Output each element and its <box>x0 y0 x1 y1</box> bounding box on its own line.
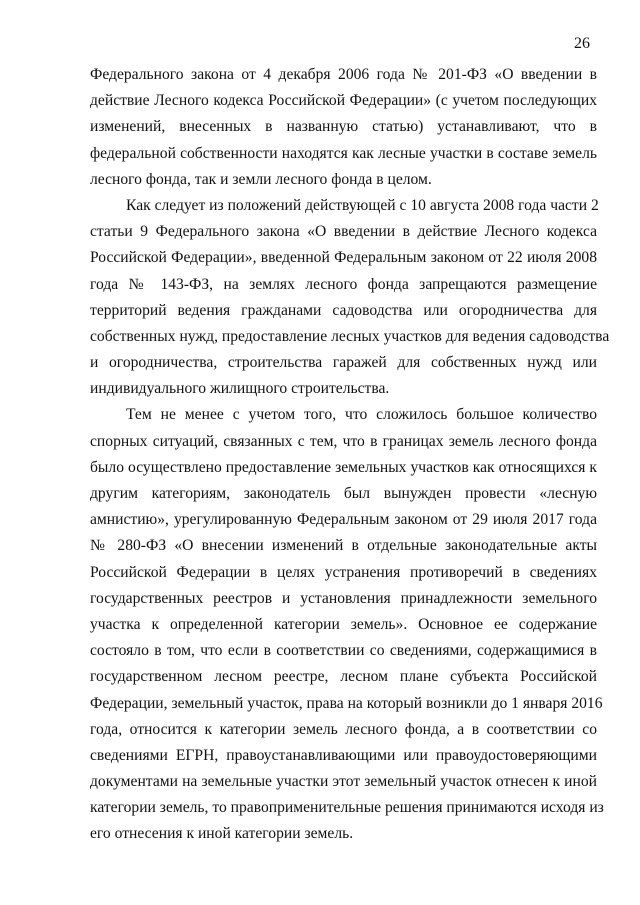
text-line: № 280-ФЗ «О внесении изменений в отдельные законодательные акты <box>90 537 597 555</box>
text-line: участка к определенной категории земель». Основное ее содержание <box>90 615 597 633</box>
text-line: года, относится к категории земель лесного фонда, а в соответствии со <box>90 720 597 738</box>
text-line: документами на земельные участки этот земельный участок отнесен к иной <box>90 773 597 791</box>
text-line: действие Лесного кодекса Российской Федерации» (с учетом последующих <box>90 92 597 110</box>
paragraph-3 <box>90 402 604 847</box>
text-line: года № 143-ФЗ, на землях лесного фонда запрещаются размещение <box>90 275 597 293</box>
text-line: Федерального закона от 4 декабря 2006 года № 201-ФЗ «О введении в <box>90 66 597 83</box>
paragraph-1 <box>90 62 597 193</box>
text-line: Тем не менее с учетом того, что сложилось большое количество <box>126 406 597 424</box>
text-line: лесного фонда, так и земли лесного фонда в целом. <box>90 170 432 188</box>
text-line: другим категориям, законодатель был вынужден провести «лесную <box>90 485 597 502</box>
document-body <box>90 62 610 848</box>
text-line: изменений, внесенных в названную статью) устанавливают, что в <box>90 118 597 136</box>
text-line: его отнесения к иной категории земель. <box>90 825 354 843</box>
text-line: Российской Федерации в целях устранения противоречий в сведениях <box>90 563 597 581</box>
text-line: собственных нужд, предоставление лесных участков для ведения садоводства <box>90 327 610 345</box>
text-line: индивидуального жилищного строительства. <box>90 380 390 398</box>
text-line: государственном лесном реестре, лесном плане субъекта Российской <box>90 668 597 686</box>
text-line: Как следует из положений действующей с 10 августа 2008 года части 2 <box>126 196 599 214</box>
text-line: государственных реестров и установления принадлежности земельного <box>90 589 597 607</box>
text-line: сведениями ЕГРН, правоустанавливающими или правоудостоверяющими <box>90 746 597 764</box>
text-line: федеральной собственности находятся как лесные участки в составе земель <box>90 144 597 162</box>
text-line: Российской Федерации», введенной Федеральным законом от 22 июля 2008 <box>90 249 597 267</box>
text-line: статьи 9 Федерального закона «О введении в действие Лесного кодекса <box>90 223 597 241</box>
text-line: спорных ситуаций, связанных с тем, что в границах земель лесного фонда <box>90 432 597 450</box>
text-line: территорий ведения гражданами садоводства или огородничества для <box>90 301 597 319</box>
page-number: 26 <box>574 35 590 52</box>
text-line: было осуществлено предоставление земельных участков как относящихся к <box>90 458 597 476</box>
paragraph-2 <box>90 193 610 403</box>
text-line: и огородничества, строительства гаражей для собственных нужд или <box>90 354 597 372</box>
text-line: состояло в том, что если в соответствии со сведениями, содержащимися в <box>90 642 597 660</box>
text-line: Федерации, земельный участок, права на который возникли до 1 января 2016 <box>90 694 603 712</box>
text-line: категории земель, то правоприменительные решения принимаются исходя из <box>90 799 604 817</box>
text-line: амнистию», урегулированную Федеральным законом от 29 июля 2017 года <box>90 511 597 529</box>
